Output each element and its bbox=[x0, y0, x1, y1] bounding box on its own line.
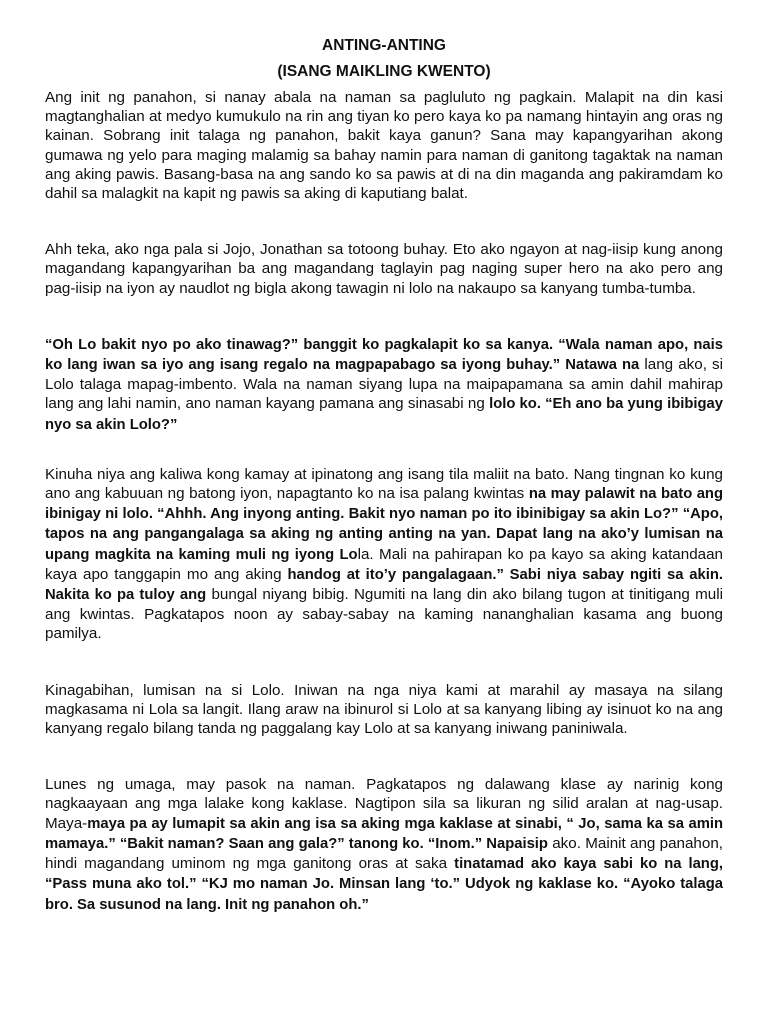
text-segment: ako. Mainit ang panahon, hindi magandang uminom ng mga ganitong oras at saka bbox=[45, 834, 723, 873]
paragraph-4 bbox=[45, 465, 723, 644]
paragraph-5 bbox=[45, 681, 723, 739]
bold-segment: lolo ko. “Eh ano ba yung ibibigay nyo sa akin Lolo?” bbox=[45, 396, 723, 433]
paragraph-3 bbox=[45, 335, 723, 435]
bold-segment: na may palawit na bato ang ibinigay ni lolo. “Ahhh. Ang inyong anting. Bakit nyo naman po ito ibinibigay sa akin Lo?” “Apo, tapos na ang pangangalaga sa aking ng anting anting na yan. Dapat lang na ako’y lumisan na upang magkita na kaming muli ng iyong Lo bbox=[45, 486, 724, 563]
text-segment: Kinagabihan, lumisan na si Lolo. Iniwan na nga niya kami at marahil ay masaya na silang magkasama ni Lola sa langit. Ilang araw na ibinurol si Lolo at sa kanyang libing ay isinuot ko na ang kanyang regalo bilang tanda ng paggalang kay Lolo at sa kanyang iniwang paniniwala. bbox=[45, 681, 723, 738]
paragraph-1 bbox=[45, 88, 723, 203]
document-title: ANTING-ANTING bbox=[322, 37, 446, 54]
bold-segment: “Oh Lo bakit nyo po ako tinawag?” banggit ko pagkalapit ko sa kanya. “Wala naman apo, nais ko lang iwan sa iyo ang isang regalo na magpapabago sa iyong buhay.” Natawa na bbox=[45, 336, 723, 374]
bold-segment: maya pa ay lumapit sa akin ang isa sa aking mga kaklase at sinabi, “ Jo, sama ka sa amin mamaya.” “Bakit naman? Saan ang gala?” tanong ko. “Inom.” Napaisip bbox=[45, 815, 723, 852]
text-segment: Kinuha niya ang kaliwa kong kamay at ipinatong ang isang tila maliit na bato. Nang tingnan ko kung ano ang kabuuan ng batong iyon, napagtanto ko na isa palang kwintas bbox=[45, 465, 723, 503]
text-segment: lang ako, si Lolo talaga mapag-imbento. Wala na naman siyang lupa na maipapamana sa amin dahil mahirap lang ang lahi namin, ano naman kayang pamana ang sinasabi ng bbox=[45, 356, 723, 413]
text-segment: Ang init ng panahon, si nanay abala na naman sa pagluluto ng pagkain. Malapit na din kasi magtanghalian at medyo kumukulo na rin ang tiyan ko pero kaya ko pa namang hintayin ang oras ng kainan. Sobrang init talaga ng panahon, bakit kaya ganun? Sana may kapangyarihan akong gumawa ng yelo para maging malamig sa bahay namin para naman di ganitong tagaktak na naman ang aking pawis. Basang-basa na ang sando ko sa pawis at di na din maganda ang pakiramdam ko dahil sa malagkit na kapit ng pawis sa aking di kaputiang balat. bbox=[45, 89, 723, 203]
bold-segment: tinatamad ako kaya sabi ko na lang, “Pass muna ako tol.” “KJ mo naman Jo. Minsan lang ‘to.” Udyok ng kaklase ko. “Ayoko talaga bro. Sa susunod na lang. Init ng panahon oh.” bbox=[45, 856, 723, 913]
paragraph-2 bbox=[45, 240, 723, 298]
text-segment: Ahh teka, ako nga pala si Jojo, Jonathan sa totoong buhay. Eto ako ngayon at nag-iisip kung anong magandang kapangyarihan ba ang magandang taglayin pag naging super hero na ako pero ang pag-iisip na iyon ay naudlot ng bigla akong tawagin ni lolo na nakaupo sa kanyang tumba-tumba. bbox=[45, 241, 723, 297]
text-segment: Lunes ng umaga, may pasok na naman. Pagkatapos ng dalawang klase ay narinig kong nagkaayaan ang mga lalake kong kaklase. Nagtipon sila sa likuran ng silid aralan at nag-usap. Maya- bbox=[45, 776, 723, 832]
text-segment: bungal niyang bibig. Ngumiti na lang din ako bilang tugon at tinitigang muli ang kwintas. Pagkatapos noon ay sabay-sabay na kaming nananghalian kasama ang buong pamilya. bbox=[45, 586, 723, 643]
paragraph-6 bbox=[45, 775, 723, 914]
bold-segment: handog at ito’y pangalagaan.” Sabi niya sabay ngiti sa akin. Nakita ko pa tuloy ang bbox=[45, 566, 723, 604]
document-subtitle: (ISANG MAIKLING KWENTO) bbox=[277, 63, 491, 80]
text-segment: la. Mali na pahirapan ko pa kayo sa aking katandaan kaya apo tanggapin mo ang aking bbox=[45, 545, 723, 583]
